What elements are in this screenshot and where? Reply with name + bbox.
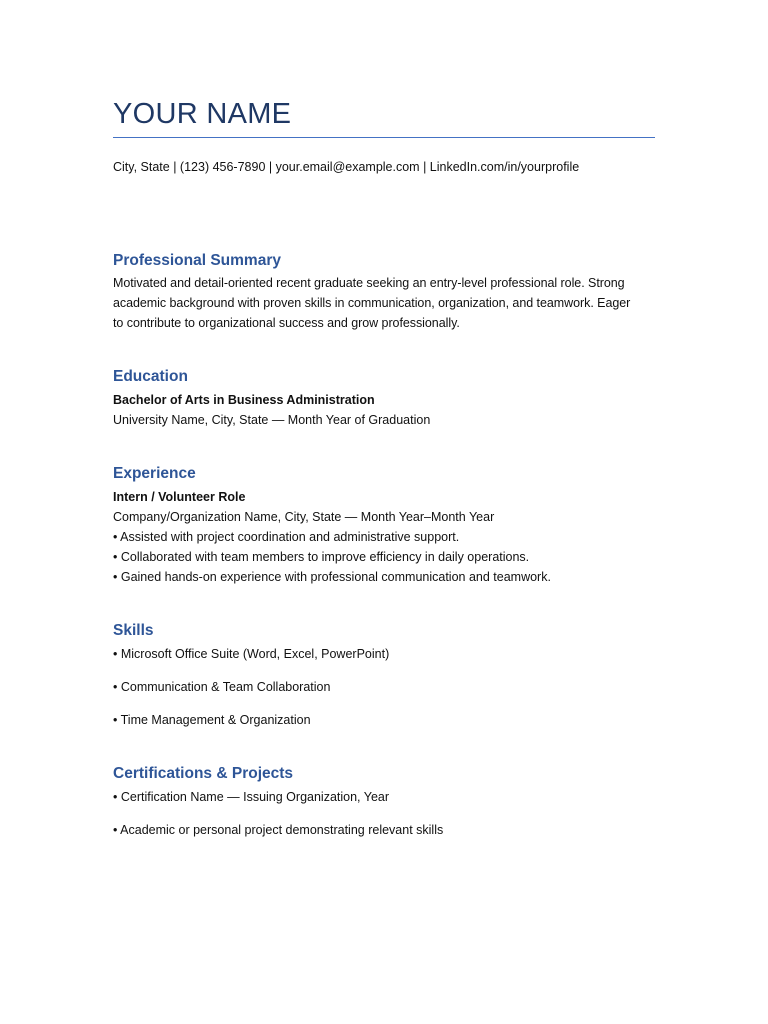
skills-section (113, 621, 655, 730)
experience-bullet: • Assisted with project coordination and administrative support. (113, 530, 460, 544)
skills-list (113, 644, 655, 730)
skill-item: • Time Management & Organization (113, 713, 311, 727)
section-title-education: Education (113, 368, 188, 385)
section-title-certifications: Certifications & Projects (113, 765, 294, 782)
resume-content (113, 96, 655, 840)
professional-summary-section (113, 251, 655, 333)
summary-text (113, 273, 655, 333)
section-title-experience: Experience (113, 465, 196, 482)
degree-title: Bachelor of Arts in Business Administration (113, 393, 375, 407)
summary-line: Motivated and detail-oriented recent graduate seeking an entry-level professional role. Strong (113, 276, 625, 290)
certifications-list (113, 787, 655, 840)
header-divider (113, 137, 655, 138)
summary-line: academic background with proven skills in communication, organization, and teamwork. Eager (113, 296, 631, 310)
contact-line: City, State | (123) 456-7890 | your.email@example.com | LinkedIn.com/in/yourprofile (113, 160, 580, 174)
certifications-section (113, 764, 655, 840)
certification-item: • Certification Name — Issuing Organization, Year (113, 790, 390, 804)
organization-line: Company/Organization Name, City, State — Month Year–Month Year (113, 510, 495, 524)
role-title: Intern / Volunteer Role (113, 490, 246, 504)
section-title-skills: Skills (113, 622, 154, 639)
skill-item: • Communication & Team Collaboration (113, 680, 331, 694)
section-title-summary: Professional Summary (113, 252, 281, 269)
project-item: • Academic or personal project demonstrating relevant skills (113, 823, 444, 837)
school-line: University Name, City, State — Month Year of Graduation (113, 413, 431, 427)
experience-bullet: • Gained hands-on experience with professional communication and teamwork. (113, 570, 551, 584)
name-heading: YOUR NAME (113, 98, 292, 130)
education-section (113, 367, 655, 430)
summary-line: to contribute to organizational success and grow professionally. (113, 316, 460, 330)
experience-section (113, 464, 655, 587)
skill-item: • Microsoft Office Suite (Word, Excel, PowerPoint) (113, 647, 390, 661)
experience-bullet: • Collaborated with team members to improve efficiency in daily operations. (113, 550, 530, 564)
